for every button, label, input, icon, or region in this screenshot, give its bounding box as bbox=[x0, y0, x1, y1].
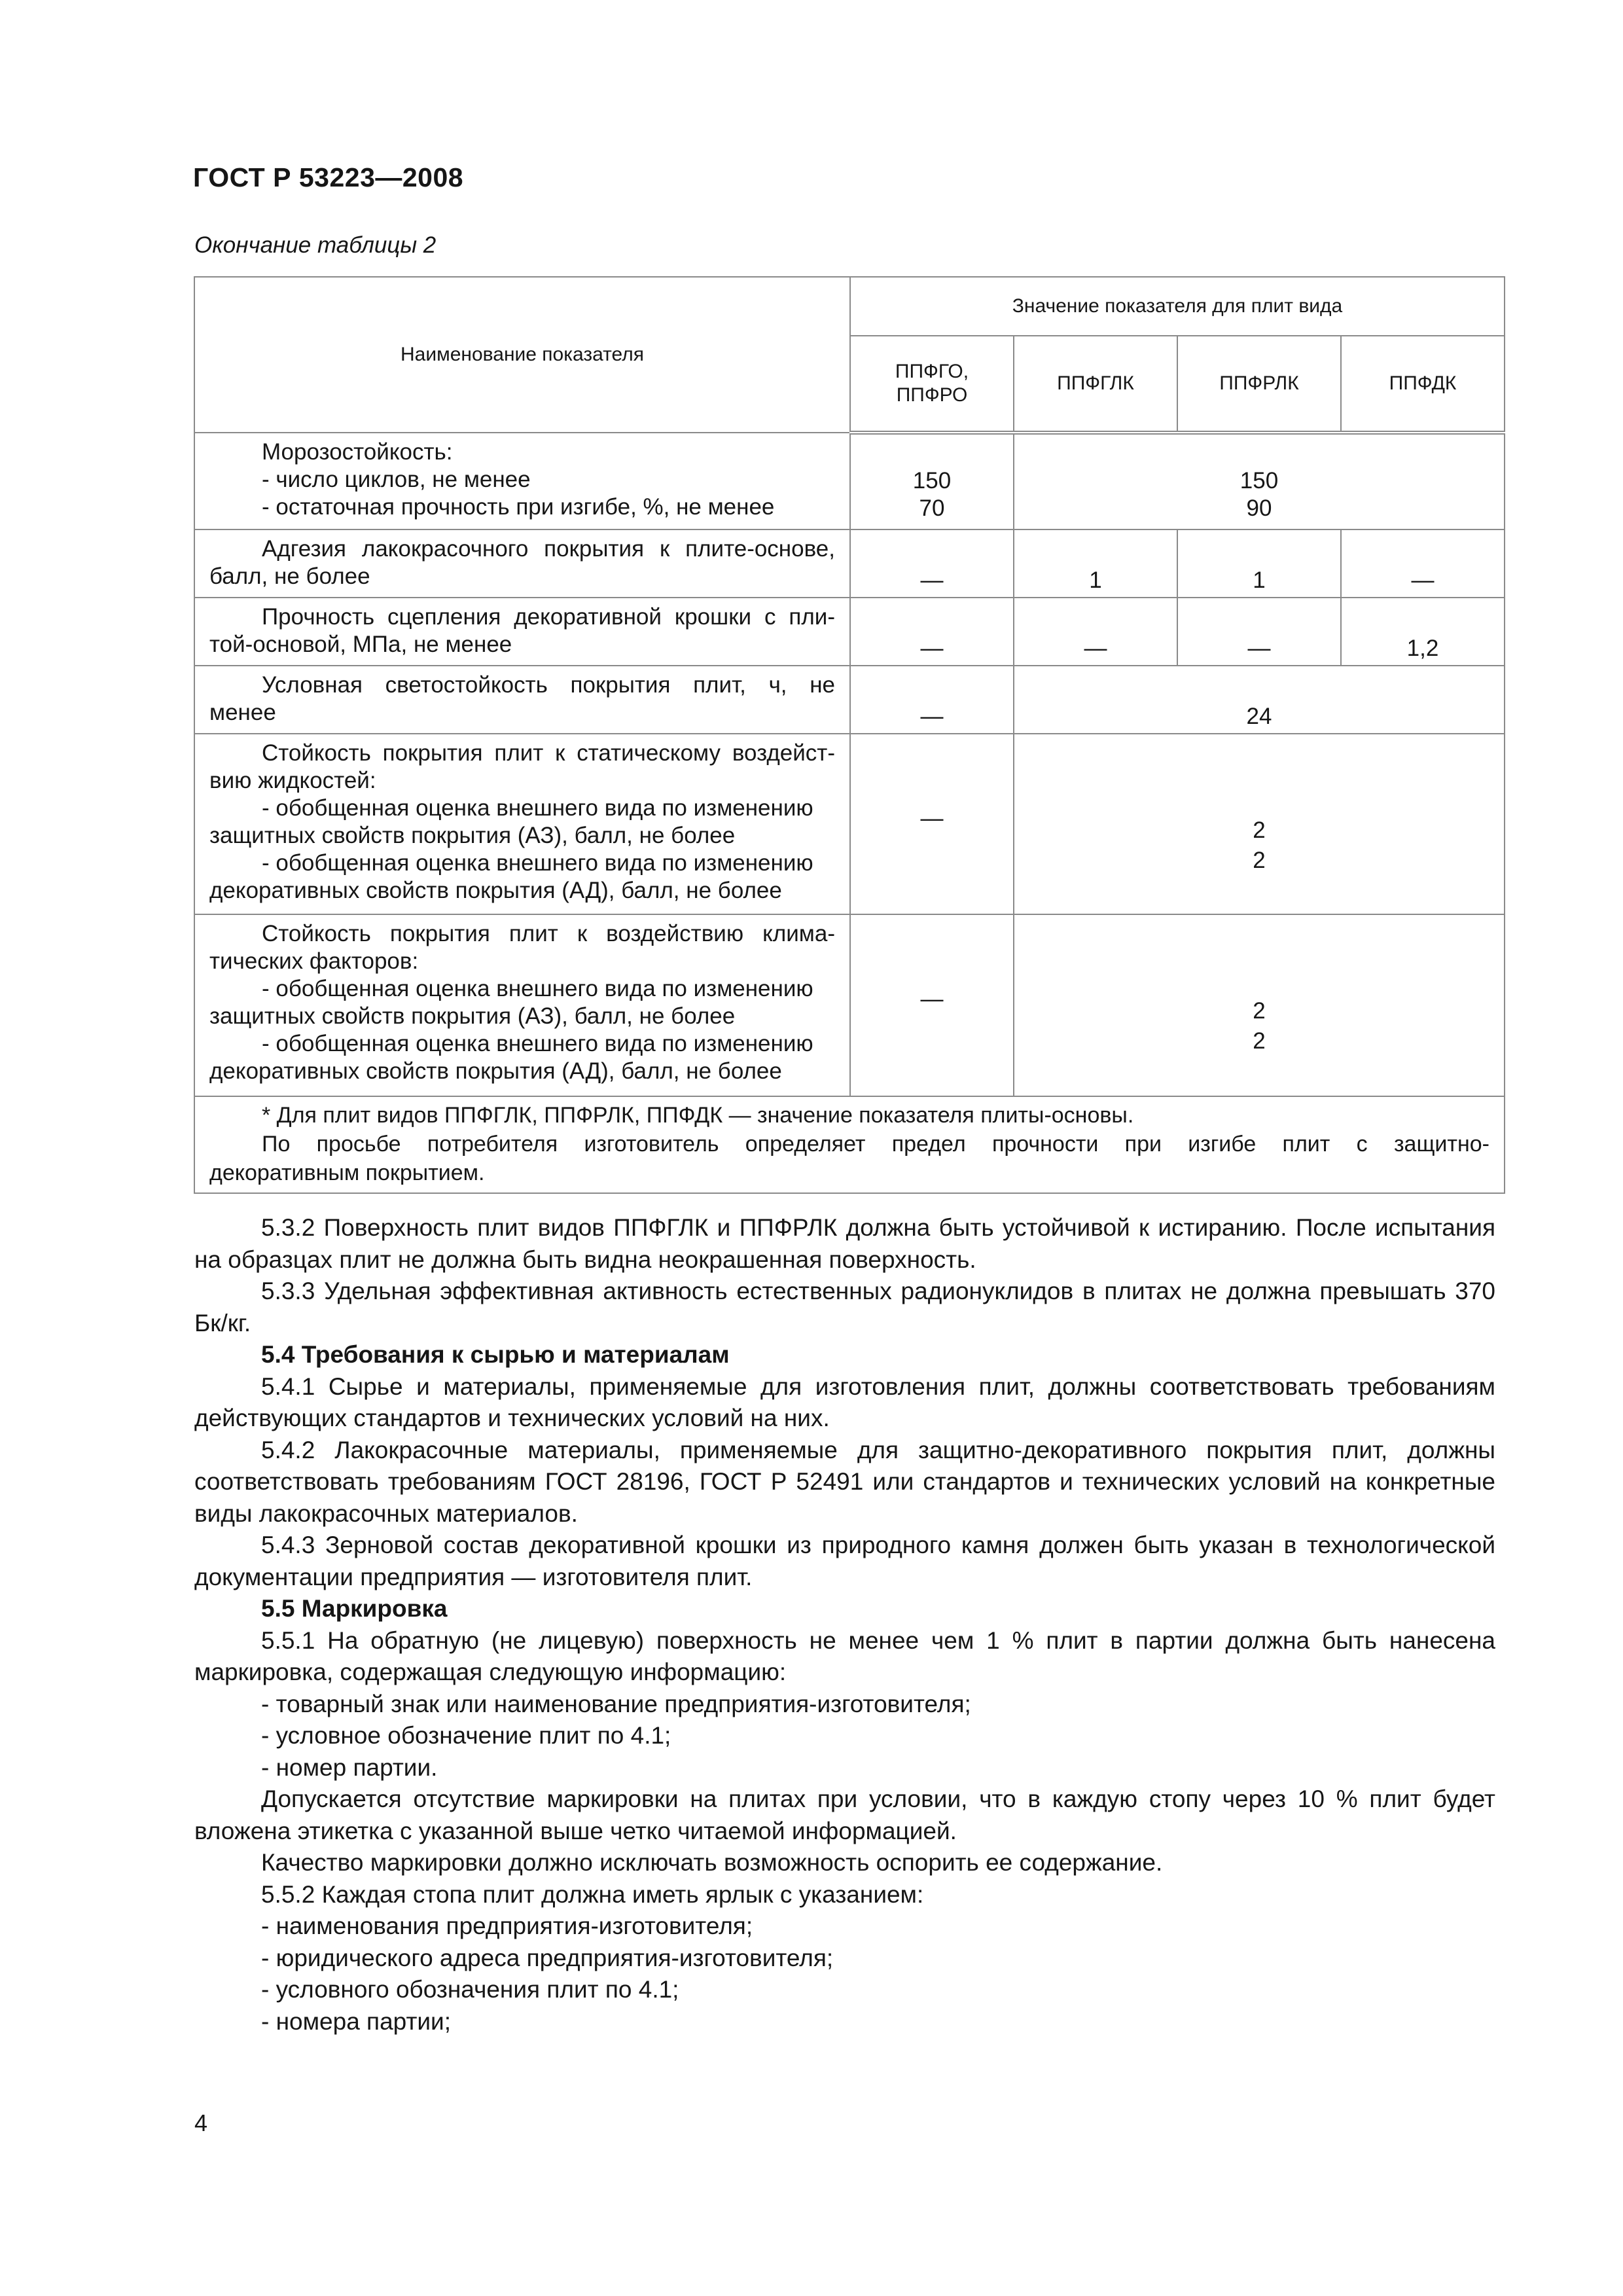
list-item: - условного обозначения плит по 4.1; bbox=[261, 1976, 679, 2003]
col-header-ppfrlk: ППФРЛК bbox=[1177, 336, 1341, 433]
list-item: - юридического адреса предприятия-изготовителя; bbox=[261, 1944, 834, 1971]
list-item: - наименования предприятия-изготовителя; bbox=[261, 1912, 753, 1939]
properties-table bbox=[194, 276, 1505, 1194]
cell-value: 24 bbox=[1014, 666, 1505, 734]
list-item: - номер партии. bbox=[261, 1753, 438, 1781]
row-name-light-fastness: Условная светостойкость покрытия плит, ч, не менее bbox=[194, 666, 850, 734]
paragraph-5-3-3: 5.3.3 Удельная эффективная активность естественных радионуклидов в плитах не должна превышать 370 Бк/кг. bbox=[194, 1278, 1495, 1336]
cell-value: 1,2 bbox=[1341, 598, 1505, 666]
table-row bbox=[194, 734, 1505, 914]
cell-value: — bbox=[1341, 529, 1505, 598]
table-row bbox=[194, 914, 1505, 1096]
cell-value: 150 70 bbox=[850, 433, 1014, 529]
col-header-group: Значение показателя для плит вида bbox=[850, 277, 1505, 336]
row-name-liquid-resistance: Стойкость покрытия плит к статическому воздейст- вию жидкостей: - обобщенная оценка внешнего вида по изменению защитных свойств покрытия (АЗ), балл, не более - обобщенная оценка внешнего вида по изменению декоративных свойств покрытия (АД), балл, не более bbox=[194, 734, 850, 914]
paragraph-5-4-2: 5.4.2 Лакокрасочные материалы, применяемые для защитно-декоративного покрытия плит, должны соответствовать требованиям ГОСТ 28196, ГОСТ Р 52491 или стандартов и технических условий на конкретные виды лакокрасочных материалов. bbox=[194, 1436, 1495, 1527]
table-row bbox=[194, 598, 1505, 666]
table-caption: Окончание таблицы 2 bbox=[194, 232, 437, 258]
heading-5-4: 5.4 Требования к сырью и материалам bbox=[261, 1341, 730, 1368]
cell-value: — bbox=[850, 914, 1014, 1096]
paragraph-5-5-2: 5.5.2 Каждая стопа плит должна иметь ярлык с указанием: bbox=[261, 1880, 924, 1908]
table-row bbox=[194, 666, 1505, 734]
document-code: ГОСТ Р 53223—2008 bbox=[193, 162, 464, 192]
table-row bbox=[194, 529, 1505, 598]
row-name-bond-strength: Прочность сцепления декоративной крошки с пли- той-основой, МПа, не менее bbox=[194, 598, 850, 666]
paragraph-allowance: Допускается отсутствие маркировки на плитах при условии, что в каждую стопу через 10 % плит будет вложена этикетка с указанной выше четко читаемой информацией. bbox=[194, 1785, 1495, 1844]
heading-5-5: 5.5 Маркировка bbox=[261, 1595, 448, 1622]
cell-value: 1 bbox=[1177, 529, 1341, 598]
paragraph-5-3-2: 5.3.2 Поверхность плит видов ППФГЛК и ППФРЛК должна быть устойчивой к истиранию. После испытания на образцах плит не должна быть видна неокрашенная поверхность. bbox=[194, 1214, 1495, 1273]
table-footnote: * Для плит видов ППФГЛК, ППФРЛК, ППФДК — значение показателя плиты-основы. По просьбе потребителя изготовитель определяет предел прочности при изгибе плит с защитно- декоративным покрытием. bbox=[194, 1096, 1505, 1193]
paragraph-5-4-3: 5.4.3 Зерновой состав декоративной крошки из природного камня должен быть указан в технологической документации предприятия — изготовителя плит. bbox=[194, 1532, 1495, 1590]
body-text bbox=[194, 1212, 1495, 2037]
cell-value: — bbox=[1177, 598, 1341, 666]
row-name-climate-resistance: Стойкость покрытия плит к воздействию клима- тических факторов: - обобщенная оценка внешнего вида по изменению защитных свойств покрытия (АЗ), балл, не более - обобщенная оценка внешнего вида по изменению декоративных свойств покрытия (АД), балл, не более bbox=[194, 914, 850, 1096]
page-number: 4 bbox=[194, 2109, 208, 2136]
cell-value: 150 90 bbox=[1014, 433, 1505, 529]
table-row bbox=[194, 433, 1505, 529]
list-item: - условное обозначение плит по 4.1; bbox=[261, 1722, 671, 1749]
cell-value: 2 2 bbox=[1014, 734, 1505, 914]
paragraph-5-5-1: 5.5.1 На обратную (не лицевую) поверхность не менее чем 1 % плит в партии должна быть нанесена маркировка, содержащая следующую информацию: bbox=[194, 1626, 1495, 1685]
row-name-frost: Морозостойкость: - число циклов, не менее - остаточная прочность при изгибе, %, не менее bbox=[194, 433, 850, 529]
list-item: - номера партии; bbox=[261, 2007, 452, 2035]
col-header-name: Наименование показателя bbox=[194, 277, 850, 433]
cell-value: — bbox=[850, 529, 1014, 598]
col-header-ppfgo: ППФГО, ППФРО bbox=[850, 336, 1014, 433]
col-header-ppfdk: ППФДК bbox=[1341, 336, 1505, 433]
cell-value: — bbox=[850, 598, 1014, 666]
list-item: - товарный знак или наименование предприятия-изготовителя; bbox=[261, 1690, 971, 1717]
row-name-adhesion: Адгезия лакокрасочного покрытия к плите-основе, балл, не более bbox=[194, 529, 850, 598]
paragraph-5-4-1: 5.4.1 Сырье и материалы, применяемые для изготовления плит, должны соответствовать требованиям действующих стандартов и технических условий на них. bbox=[194, 1372, 1495, 1431]
cell-value: 2 2 bbox=[1014, 914, 1505, 1096]
col-header-ppfglk: ППФГЛК bbox=[1014, 336, 1177, 433]
paragraph-quality: Качество маркировки должно исключать возможность оспорить ее содержание. bbox=[261, 1849, 1163, 1876]
cell-value: — bbox=[850, 734, 1014, 914]
cell-value: — bbox=[1014, 598, 1177, 666]
cell-value: 1 bbox=[1014, 529, 1177, 598]
cell-value: — bbox=[850, 666, 1014, 734]
